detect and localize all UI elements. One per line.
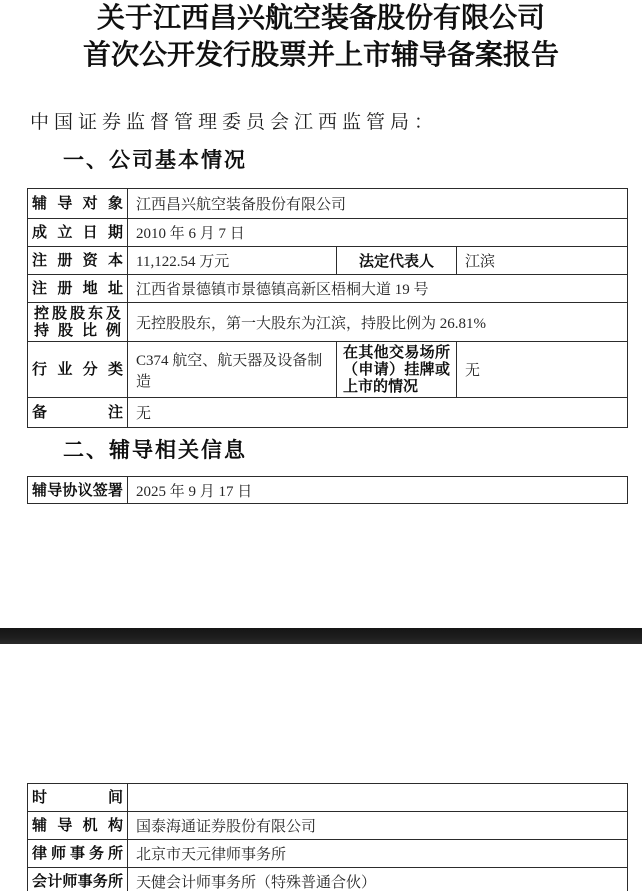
table-row — [28, 840, 628, 868]
cell-label-founded-date: 成立日期 — [28, 219, 128, 247]
table-row — [28, 477, 628, 504]
cell-value-guidance-institution: 国泰海通证券股份有限公司 — [128, 812, 628, 840]
cell-label-registered-capital: 注册资本 — [28, 247, 128, 275]
table-row — [28, 868, 628, 891]
cell-label-controlling-shareholder: 控股股东及持股比例 — [28, 303, 128, 342]
table-row — [28, 275, 628, 303]
company-info-table — [27, 188, 628, 428]
cell-label-other-listing-status: 在其他交易场所（申请）挂牌或上市的情况 — [337, 342, 457, 398]
guidance-schedule-table — [27, 783, 628, 891]
section-heading-guidance-info: 二、辅导相关信息 — [63, 439, 247, 462]
cell-label-time: 时间 — [28, 784, 128, 812]
table-row — [28, 219, 628, 247]
cell-label-industry-classification: 行业分类 — [28, 342, 128, 398]
doc-title — [0, 0, 642, 74]
cell-label-guidance-institution: 辅导机构 — [28, 812, 128, 840]
doc-title-line-1: 关于江西昌兴航空装备股份有限公司 — [96, 3, 545, 34]
cell-label-agreement-signing: 辅导协议签署 — [28, 477, 128, 504]
table-row — [28, 189, 628, 219]
cell-label-guidance-target: 辅导对象 — [28, 189, 128, 219]
cell-value-time — [128, 784, 628, 812]
cell-value-legal-representative: 江滨 — [457, 247, 628, 275]
cell-value-guidance-target: 江西昌兴航空装备股份有限公司 — [128, 189, 628, 219]
table-row — [28, 247, 628, 275]
cell-value-agreement-signing: 2025 年 9 月 17 日 — [128, 477, 628, 504]
cell-value-other-listing-status: 无 — [457, 342, 628, 398]
cell-value-industry-classification: C374 航空、航天器及设备制造 — [128, 342, 337, 398]
salutation: 中国证券监督管理委员会江西监管局： — [30, 112, 439, 133]
page-separator-bar — [0, 628, 642, 644]
cell-label-remarks: 备注 — [28, 398, 128, 428]
cell-value-accounting-firm: 天健会计师事务所（特殊普通合伙） — [128, 868, 628, 891]
table-row — [28, 303, 628, 342]
table-row — [28, 812, 628, 840]
cell-label-registered-address: 注册地址 — [28, 275, 128, 303]
cell-value-remarks: 无 — [128, 398, 628, 428]
section-heading-basic-info: 一、公司基本情况 — [63, 149, 247, 172]
table-row — [28, 342, 628, 398]
doc-title-line-2: 首次公开发行股票并上市辅导备案报告 — [82, 40, 559, 71]
cell-value-registered-capital: 11,122.54 万元 — [128, 247, 337, 275]
cell-value-controlling-shareholder: 无控股股东，第一大股东为江滨，持股比例为 26.81% — [128, 303, 628, 342]
table-row — [28, 784, 628, 812]
cell-label-accounting-firm: 会计师事务所 — [28, 868, 128, 891]
cell-label-law-firm: 律师事务所 — [28, 840, 128, 868]
guidance-agreement-table — [27, 476, 628, 504]
cell-value-registered-address: 江西省景德镇市景德镇高新区梧桐大道 19 号 — [128, 275, 628, 303]
cell-value-founded-date: 2010 年 6 月 7 日 — [128, 219, 628, 247]
cell-value-law-firm: 北京市天元律师事务所 — [128, 840, 628, 868]
cell-label-legal-representative: 法定代表人 — [337, 247, 457, 275]
table-row — [28, 398, 628, 428]
